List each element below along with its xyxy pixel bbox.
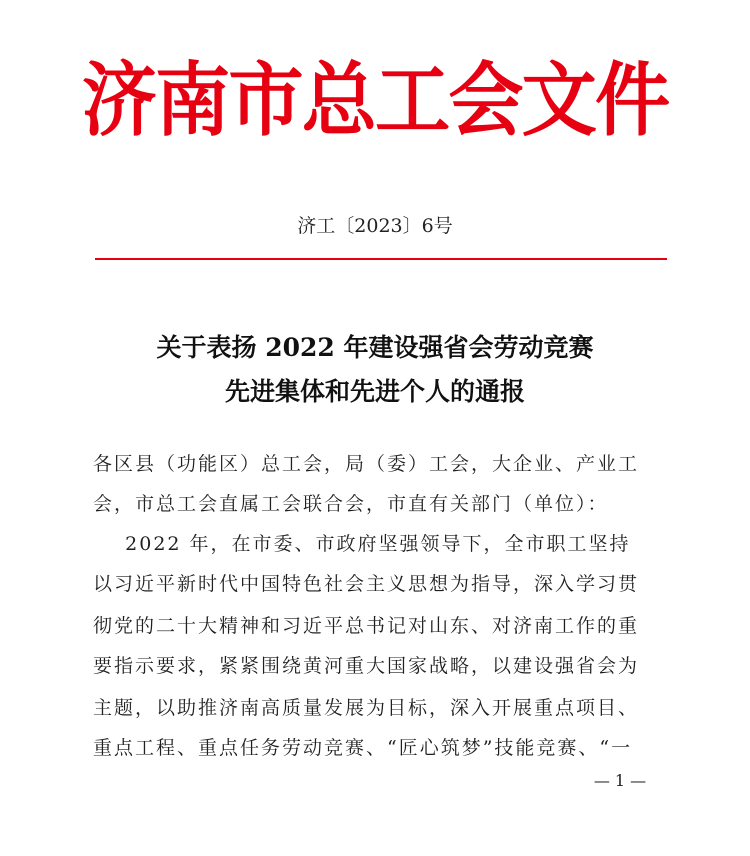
notice-title-line-2: 先进集体和先进个人的通报 [224, 377, 525, 406]
document-number: 济工〔2023〕6号 [297, 215, 453, 237]
body-line-7: 主题，以助推济南高质量发展为目标，深入开展重点项目、 [93, 697, 640, 719]
masthead-title: 济南市总工会文件 [81, 53, 669, 147]
body-line-1: 各区县（功能区）总工会，局（委）工会，大企业、产业工 [93, 453, 640, 475]
body-line-2: 会，市总工会直属工会联合会，市直有关部门（单位）： [93, 493, 609, 515]
body-line-4: 以习近平新时代中国特色社会主义思想为指导，深入学习贯 [93, 573, 640, 595]
body-line-5: 彻党的二十大精神和习近平总书记对山东、对济南工作的重 [93, 615, 640, 637]
body-line-3: 2022 年，在市委、市政府坚强领导下，全市职工坚持 [93, 533, 631, 555]
red-divider-line [95, 258, 667, 260]
body-line-8: 重点工程、重点任务劳动竞赛、“匠心筑梦”技能竞赛、“一 [93, 737, 633, 759]
body-line-6: 要指示要求，紧紧围绕黄河重大国家战略，以建设强省会为 [93, 655, 640, 677]
notice-title-line-1: 关于表扬 2022 年建设强省会劳动竞赛 [156, 333, 594, 362]
page-number: — 1 — [593, 771, 647, 790]
